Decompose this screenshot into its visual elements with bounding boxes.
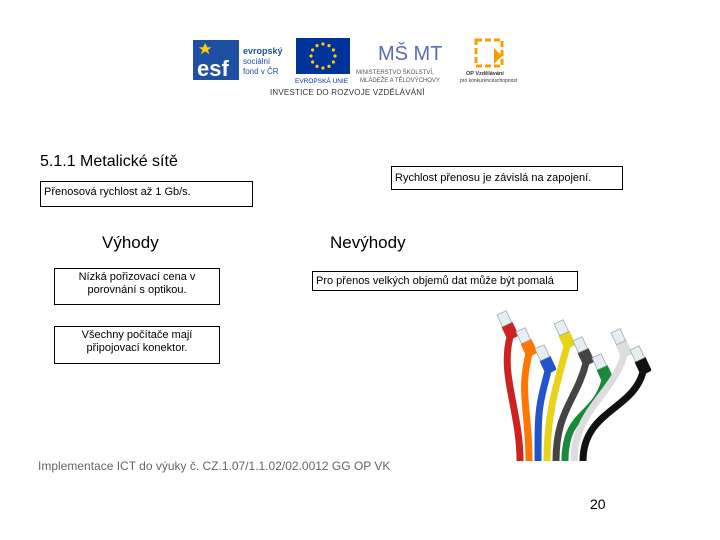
esf-mark: esf bbox=[197, 56, 229, 81]
eu-star-icon bbox=[311, 60, 314, 63]
cable-wire bbox=[507, 337, 520, 461]
pros-item-1-text: Nízká pořizovací cena v porovnání s optikou. bbox=[78, 271, 196, 296]
esf-line-2: sociální bbox=[243, 57, 271, 66]
eu-star-icon bbox=[327, 44, 330, 47]
eu-star-icon bbox=[333, 54, 336, 57]
page-number: 20 bbox=[590, 496, 606, 512]
eu-star-icon bbox=[321, 66, 324, 69]
pros-item-2 bbox=[54, 326, 220, 364]
eu-star-icon bbox=[311, 48, 314, 51]
throughput-box bbox=[40, 181, 253, 207]
msmt-mark: MŠ MT bbox=[378, 43, 443, 65]
footer-text: Implementace ICT do výuky č. CZ.1.07/1.1.02/02.0012 GG OP VK bbox=[38, 459, 391, 473]
speed-note: Rychlost přenosu je závislá na zapojení. bbox=[395, 172, 592, 184]
eu-star-icon bbox=[315, 44, 318, 47]
ethernet-cables-image bbox=[460, 305, 660, 461]
eu-star-icon bbox=[332, 60, 335, 63]
pros-item-1 bbox=[54, 268, 220, 305]
eu-logo bbox=[294, 36, 354, 86]
page-title: 5.1.1 Metalické sítě bbox=[40, 153, 178, 170]
banner: INVESTICE DO ROZVOJE VZDĚLÁVÁNÍ bbox=[270, 88, 425, 97]
msmt-line-2: MLÁDEŽE A TĚLOVÝCHOVY bbox=[360, 78, 440, 84]
esf-logo bbox=[193, 36, 293, 86]
cable-wire bbox=[525, 354, 529, 461]
eu-star-icon bbox=[327, 65, 330, 68]
pros-heading: Výhody bbox=[102, 233, 159, 252]
eu-star-icon bbox=[315, 65, 318, 68]
cons-heading: Nevýhody bbox=[330, 233, 406, 252]
eu-star-icon bbox=[332, 48, 335, 51]
eu-caption: EVROPSKÁ UNIE bbox=[295, 78, 349, 85]
eu-star-icon bbox=[321, 42, 324, 45]
op-logo bbox=[460, 36, 520, 86]
op-line-1: OP Vzdělávání bbox=[466, 71, 504, 77]
cons-item-1 bbox=[312, 271, 578, 291]
eu-star-icon bbox=[309, 54, 312, 57]
op-line-2: pro konkurenceschopnost bbox=[460, 78, 518, 84]
esf-line-3: fond v ČR bbox=[243, 67, 279, 76]
esf-line-1: evropský bbox=[243, 46, 283, 56]
cons-item-1-text: Pro přenos velkých objemů dat může být pomalá bbox=[316, 275, 554, 287]
throughput: Přenosová rychlost až 1 Gb/s. bbox=[44, 186, 191, 198]
pros-item-2-text: Všechny počítače mají připojovací konektor. bbox=[81, 329, 193, 354]
cable-wire bbox=[583, 372, 643, 461]
msmt-logo bbox=[356, 36, 452, 86]
speed-note-box bbox=[391, 166, 623, 190]
msmt-line-1: MINISTERSTVO ŠKOLSTVÍ, bbox=[356, 70, 434, 76]
